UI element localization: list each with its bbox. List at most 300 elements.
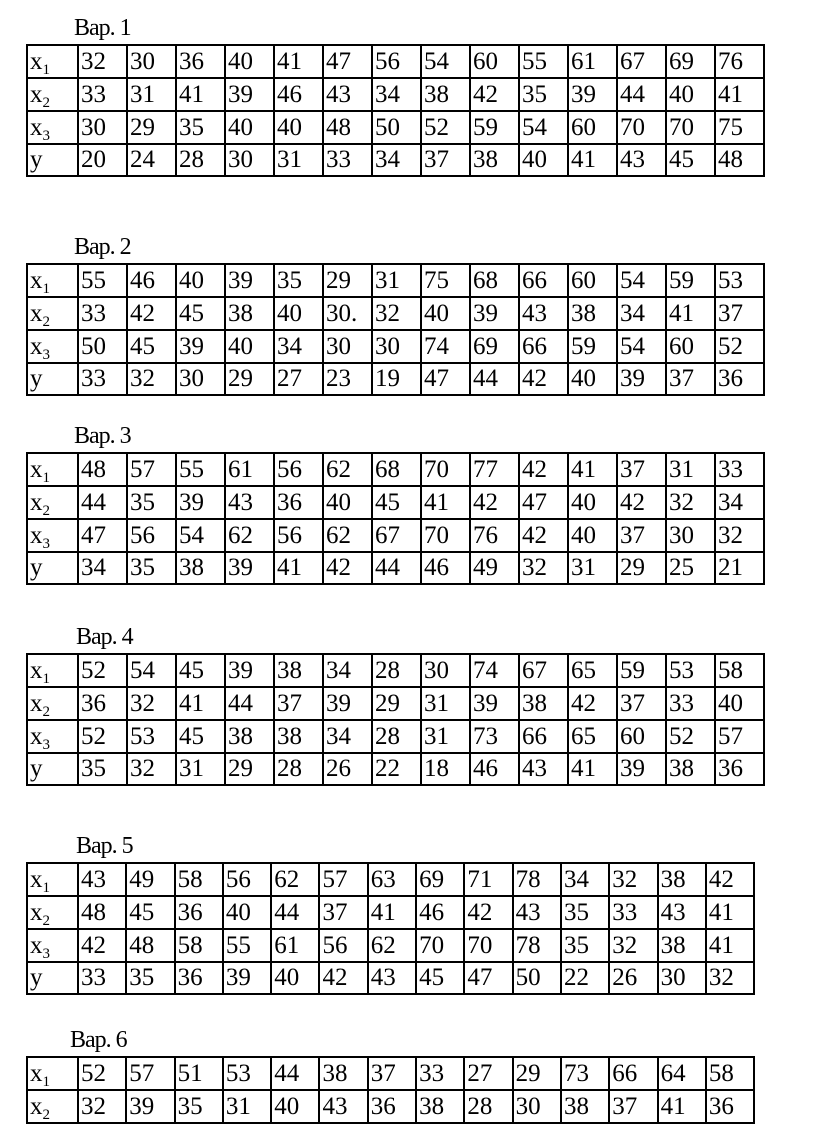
variable-name: x [30,656,43,684]
table-cell: 60 [666,330,715,363]
table-cell: 41 [568,144,617,176]
table-cell: 30 [323,330,372,363]
variant-data-table [26,1056,755,1124]
row-label [27,486,78,519]
row-label [27,720,78,753]
table-cell: 20 [78,144,127,176]
table-cell: 42 [519,519,568,552]
table-cell: 45 [127,330,176,363]
table-cell: 34 [617,297,666,330]
table-cell: 78 [513,863,561,896]
table-cell: 44 [78,486,127,519]
table-cell: 50 [372,111,421,144]
table-cell: 32 [519,552,568,584]
table-cell: 39 [126,1090,174,1123]
variable-subscript: 3 [42,945,50,962]
table-cell: 78 [513,929,561,962]
table-cell: 62 [368,929,416,962]
table-cell: 58 [175,863,223,896]
table-cell: 49 [470,552,519,584]
table-cell: 37 [666,363,715,395]
table-cell: 68 [372,453,421,486]
table-cell: 45 [176,297,225,330]
table-cell: 31 [372,264,421,297]
table-cell: 39 [176,330,225,363]
variant-data-table [26,44,765,177]
table-cell: 50 [513,962,561,994]
table-cell: 31 [568,552,617,584]
table-cell: 55 [78,264,127,297]
table-cell: 42 [617,486,666,519]
table-cell: 22 [372,753,421,785]
table-cell: 55 [519,45,568,78]
row-label [27,654,78,687]
table-cell: 40 [274,111,323,144]
variable-subscript: 2 [42,502,50,519]
table-cell: 29 [617,552,666,584]
table-cell: 22 [561,962,609,994]
table-cell: 46 [127,264,176,297]
table-cell: 53 [666,654,715,687]
variable-name: y [30,755,43,782]
table-cell: 46 [421,552,470,584]
table-cell: 46 [470,753,519,785]
table-cell: 40 [274,297,323,330]
row-label [27,962,78,994]
table-row [27,929,754,962]
table-cell: 44 [617,78,666,111]
table-cell: 40 [223,896,271,929]
table-cell: 36 [715,363,764,395]
row-label [27,453,78,486]
table-cell: 39 [225,264,274,297]
table-cell: 33 [323,144,372,176]
table-cell: 73 [561,1057,609,1090]
table-cell: 67 [617,45,666,78]
table-cell: 32 [127,363,176,395]
table-cell: 39 [470,687,519,720]
table-cell: 40 [323,486,372,519]
table-cell: 40 [519,144,568,176]
table-cell: 33 [609,896,657,929]
table-cell: 43 [513,896,561,929]
table-row [27,330,764,363]
table-cell: 46 [274,78,323,111]
table-cell: 39 [225,78,274,111]
table-cell: 33 [78,363,127,395]
variable-subscript: 2 [42,1106,50,1123]
row-label [27,78,78,111]
table-cell: 36 [175,896,223,929]
table-cell: 66 [519,330,568,363]
table-cell: 57 [319,863,367,896]
table-cell: 61 [271,929,319,962]
table-cell: 44 [225,687,274,720]
table-cell: 70 [617,111,666,144]
variable-subscript: 1 [42,469,50,486]
table-cell: 77 [470,453,519,486]
table-cell: 52 [666,720,715,753]
table-cell: 70 [416,929,464,962]
table-row [27,552,764,584]
row-label [27,144,78,176]
variant-data-table [26,452,765,585]
table-cell: 48 [715,144,764,176]
table-cell: 45 [666,144,715,176]
table-cell: 56 [274,519,323,552]
variable-subscript: 1 [42,1073,50,1090]
table-cell: 54 [617,330,666,363]
table-cell: 30 [225,144,274,176]
table-cell: 35 [274,264,323,297]
table-cell: 56 [127,519,176,552]
table-cell: 32 [78,45,127,78]
table-cell: 29 [127,111,176,144]
table-cell: 39 [617,363,666,395]
table-cell: 69 [666,45,715,78]
table-cell: 23 [323,363,372,395]
table-cell: 57 [127,453,176,486]
table-cell: 37 [274,687,323,720]
table-cell: 33 [78,297,127,330]
variable-name: x [30,80,43,108]
table-cell: 38 [176,552,225,584]
table-cell: 48 [78,453,127,486]
table-cell: 28 [274,753,323,785]
table-cell: 27 [464,1057,512,1090]
table-cell: 48 [78,896,126,929]
table-cell: 47 [421,363,470,395]
table-cell: 29 [372,687,421,720]
variable-subscript: 2 [42,912,50,929]
variable-name: x [30,488,43,516]
table-cell: 40 [715,687,764,720]
table-cell: 39 [225,654,274,687]
table-cell: 29 [225,753,274,785]
table-cell: 67 [372,519,421,552]
table-row [27,453,764,486]
table-cell: 41 [666,297,715,330]
table-cell: 75 [421,264,470,297]
table-cell: 43 [658,896,706,929]
variant-title: Вар. 3 [74,423,131,449]
variable-subscript: 3 [42,127,50,144]
variable-subscript: 1 [42,670,50,687]
table-cell: 35 [126,962,174,994]
table-cell: 60 [568,111,617,144]
table-cell: 56 [319,929,367,962]
variable-name: x [30,865,43,893]
table-cell: 42 [78,929,126,962]
table-cell: 39 [323,687,372,720]
table-row [27,45,764,78]
table-cell: 35 [127,486,176,519]
table-cell: 54 [617,264,666,297]
table-cell: 34 [372,144,421,176]
table-cell: 38 [319,1057,367,1090]
table-cell: 34 [323,654,372,687]
table-cell: 28 [176,144,225,176]
table-cell: 35 [175,1090,223,1123]
variable-name: x [30,521,43,549]
variable-name: x [30,931,43,959]
table-cell: 37 [617,453,666,486]
table-cell: 31 [223,1090,271,1123]
table-cell: 45 [176,654,225,687]
table-cell: 45 [416,962,464,994]
table-cell: 43 [519,297,568,330]
table-cell: 39 [225,552,274,584]
table-cell: 38 [225,720,274,753]
table-cell: 37 [319,896,367,929]
table-cell: 24 [127,144,176,176]
table-cell: 76 [470,519,519,552]
table-cell: 29 [513,1057,561,1090]
variable-name: x [30,455,43,483]
table-row [27,896,754,929]
table-cell: 70 [421,453,470,486]
table-cell: 26 [609,962,657,994]
row-label [27,552,78,584]
variant-data-table [26,653,765,786]
row-label [27,1090,78,1123]
variable-name: y [30,964,43,991]
table-cell: 36 [78,687,127,720]
table-cell: 66 [609,1057,657,1090]
table-cell: 76 [715,45,764,78]
variable-name: x [30,47,43,75]
table-cell: 40 [225,111,274,144]
row-label [27,687,78,720]
variable-name: y [30,554,43,581]
table-cell: 34 [715,486,764,519]
table-cell: 35 [561,929,609,962]
table-cell: 32 [609,929,657,962]
table-cell: 32 [127,753,176,785]
table-cell: 44 [271,1057,319,1090]
table-cell: 53 [715,264,764,297]
table-cell: 31 [274,144,323,176]
table-cell: 43 [225,486,274,519]
variant-title: Вар. 4 [76,624,133,650]
table-cell: 42 [127,297,176,330]
table-cell: 47 [78,519,127,552]
table-cell: 75 [715,111,764,144]
table-cell: 33 [78,962,126,994]
table-cell: 42 [568,687,617,720]
variant-title: Вар. 2 [74,234,131,260]
table-cell: 31 [666,453,715,486]
table-cell: 36 [368,1090,416,1123]
table-row [27,78,764,111]
table-cell: 71 [464,863,512,896]
table-cell: 47 [464,962,512,994]
table-cell: 31 [127,78,176,111]
table-cell: 41 [176,687,225,720]
table-cell: 62 [225,519,274,552]
table-cell: 39 [470,297,519,330]
table-cell: 42 [519,363,568,395]
table-cell: 43 [617,144,666,176]
table-cell: 40 [176,264,225,297]
table-cell: 41 [706,929,754,962]
table-cell: 41 [568,753,617,785]
table-cell: 65 [568,654,617,687]
table-cell: 74 [470,654,519,687]
table-cell: 38 [658,929,706,962]
table-cell: 28 [372,654,421,687]
table-row [27,519,764,552]
table-row [27,297,764,330]
table-cell: 30 [658,962,706,994]
table-cell: 30 [666,519,715,552]
table-cell: 34 [274,330,323,363]
table-cell: 41 [715,78,764,111]
table-cell: 37 [609,1090,657,1123]
table-cell: 42 [470,486,519,519]
table-cell: 45 [372,486,421,519]
table-cell: 51 [175,1057,223,1090]
table-cell: 34 [323,720,372,753]
table-row [27,111,764,144]
table-cell: 38 [274,720,323,753]
table-cell: 74 [421,330,470,363]
table-cell: 35 [176,111,225,144]
table-cell: 45 [176,720,225,753]
table-row [27,687,764,720]
table-cell: 56 [372,45,421,78]
table-cell: 41 [421,486,470,519]
table-cell: 49 [126,863,174,896]
table-cell: 38 [470,144,519,176]
row-label [27,896,78,929]
variant-title: Вар. 5 [76,833,133,859]
table-cell: 40 [421,297,470,330]
row-label [27,297,78,330]
table-cell: 35 [78,753,127,785]
table-cell: 30 [78,111,127,144]
table-cell: 47 [519,486,568,519]
table-cell: 69 [416,863,464,896]
table-cell: 39 [176,486,225,519]
table-cell: 32 [666,486,715,519]
row-label [27,363,78,395]
table-cell: 30 [421,654,470,687]
table-cell: 42 [323,552,372,584]
table-cell: 57 [715,720,764,753]
table-cell: 43 [368,962,416,994]
table-cell: 70 [421,519,470,552]
table-cell: 55 [223,929,271,962]
table-cell: 36 [274,486,323,519]
table-cell: 37 [715,297,764,330]
table-cell: 47 [323,45,372,78]
table-cell: 70 [464,929,512,962]
table-cell: 38 [568,297,617,330]
table-cell: 36 [715,753,764,785]
variable-subscript: 2 [42,703,50,720]
table-cell: 41 [706,896,754,929]
table-cell: 52 [78,1057,126,1090]
table-cell: 61 [225,453,274,486]
table-cell: 62 [271,863,319,896]
table-cell: 65 [568,720,617,753]
table-cell: 58 [706,1057,754,1090]
variable-subscript: 3 [42,736,50,753]
row-label [27,753,78,785]
table-row [27,720,764,753]
row-label [27,519,78,552]
row-label [27,1057,78,1090]
variable-name: x [30,898,43,926]
table-cell: 60 [470,45,519,78]
table-cell: 36 [176,45,225,78]
table-cell: 43 [78,863,126,896]
variable-name: x [30,266,43,294]
table-cell: 42 [470,78,519,111]
table-cell: 48 [126,929,174,962]
table-cell: 60 [568,264,617,297]
table-cell: 36 [175,962,223,994]
table-cell: 34 [78,552,127,584]
table-cell: 43 [323,78,372,111]
variable-name: x [30,1092,43,1120]
table-cell: 28 [372,720,421,753]
table-cell: 52 [78,720,127,753]
table-cell: 54 [176,519,225,552]
table-row [27,1090,754,1123]
table-row [27,363,764,395]
table-cell: 37 [421,144,470,176]
row-label [27,111,78,144]
table-cell: 39 [617,753,666,785]
table-cell: 30 [127,45,176,78]
variable-name: x [30,113,43,141]
table-cell: 41 [368,896,416,929]
table-cell: 34 [561,863,609,896]
table-cell: 41 [658,1090,706,1123]
table-cell: 32 [372,297,421,330]
table-cell: 59 [568,330,617,363]
table-cell: 50 [78,330,127,363]
table-cell: 18 [421,753,470,785]
table-cell: 54 [519,111,568,144]
table-cell: 39 [568,78,617,111]
table-cell: 67 [519,654,568,687]
variable-subscript: 2 [42,94,50,111]
table-cell: 42 [319,962,367,994]
table-cell: 33 [78,78,127,111]
table-cell: 58 [175,929,223,962]
table-cell: 68 [470,264,519,297]
table-row [27,753,764,785]
table-cell: 66 [519,720,568,753]
variable-name: x [30,299,43,327]
table-cell: 46 [416,896,464,929]
table-cell: 42 [519,453,568,486]
table-cell: 54 [127,654,176,687]
table-cell: 59 [470,111,519,144]
table-cell: 56 [223,863,271,896]
table-cell: 28 [464,1090,512,1123]
table-cell: 40 [568,363,617,395]
table-cell: 42 [464,896,512,929]
row-label [27,264,78,297]
table-cell: 41 [176,78,225,111]
table-cell: 44 [470,363,519,395]
table-cell: 35 [561,896,609,929]
table-cell: 30 [372,330,421,363]
